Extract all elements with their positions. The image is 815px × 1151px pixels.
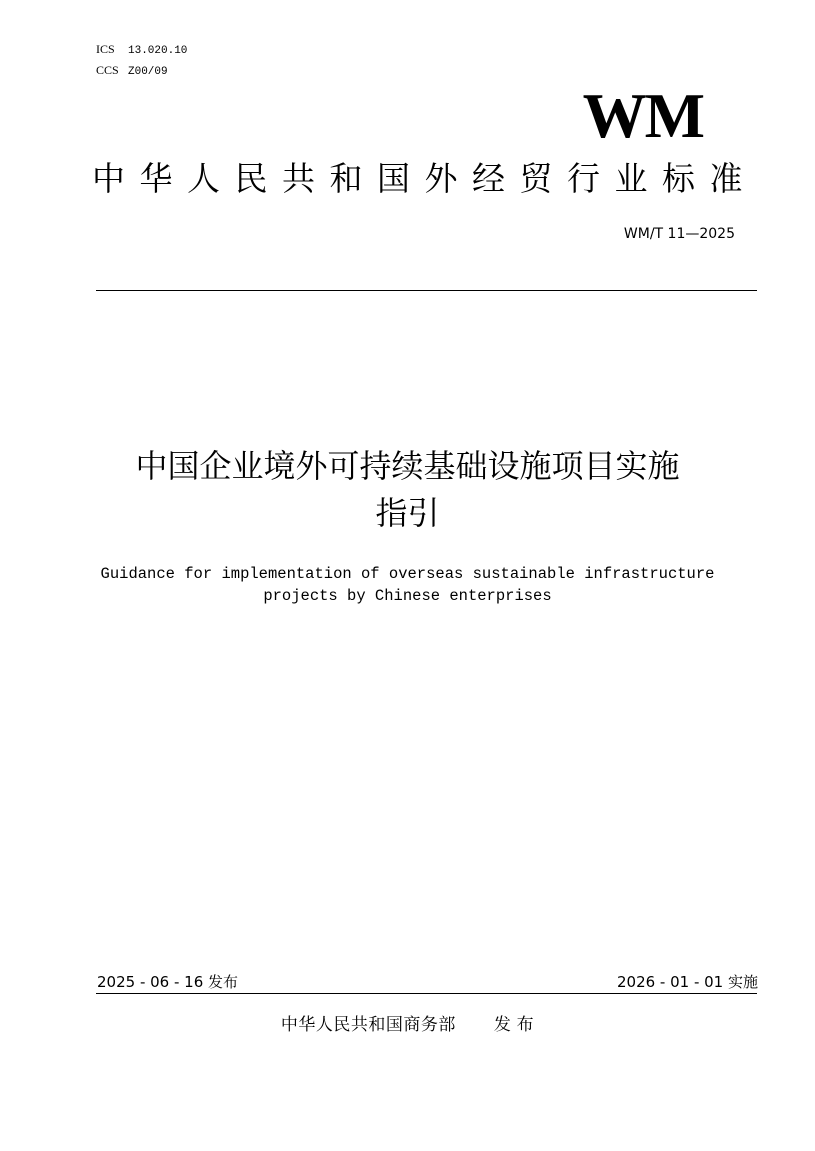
ccs-value: Z00/09	[128, 66, 168, 78]
issuer-name: 中华人民共和国商务部	[280, 1015, 456, 1034]
document-title-en-line2: projects by Chinese enterprises	[263, 587, 552, 605]
wm-logo: WM	[582, 80, 703, 151]
ccs-label: CCS	[96, 63, 119, 77]
release-date: 2025 - 06 - 16 发布	[97, 973, 239, 991]
ics-code	[96, 40, 187, 61]
issuer-line	[0, 1010, 815, 1035]
document-title-cn-line2: 指引	[375, 495, 440, 531]
footer-divider	[96, 993, 757, 994]
ics-value: 13.020.10	[128, 45, 188, 57]
ics-label: ICS	[96, 42, 115, 56]
standard-category-title: 中华人民共和国外经贸行业标准	[92, 160, 757, 197]
issue-action: 发 布	[493, 1015, 535, 1034]
implementation-date: 2026 - 01 - 01 实施	[616, 973, 758, 991]
ccs-code	[96, 61, 187, 82]
standard-number: WM/T 11—2025	[623, 226, 735, 242]
document-title-en-line1: Guidance for implementation of overseas sustainable infrastructure	[100, 565, 715, 583]
document-title-cn-line1: 中国企业境外可持续基础设施项目实施	[135, 448, 680, 484]
header-divider	[96, 290, 757, 291]
classification-codes	[96, 40, 187, 82]
